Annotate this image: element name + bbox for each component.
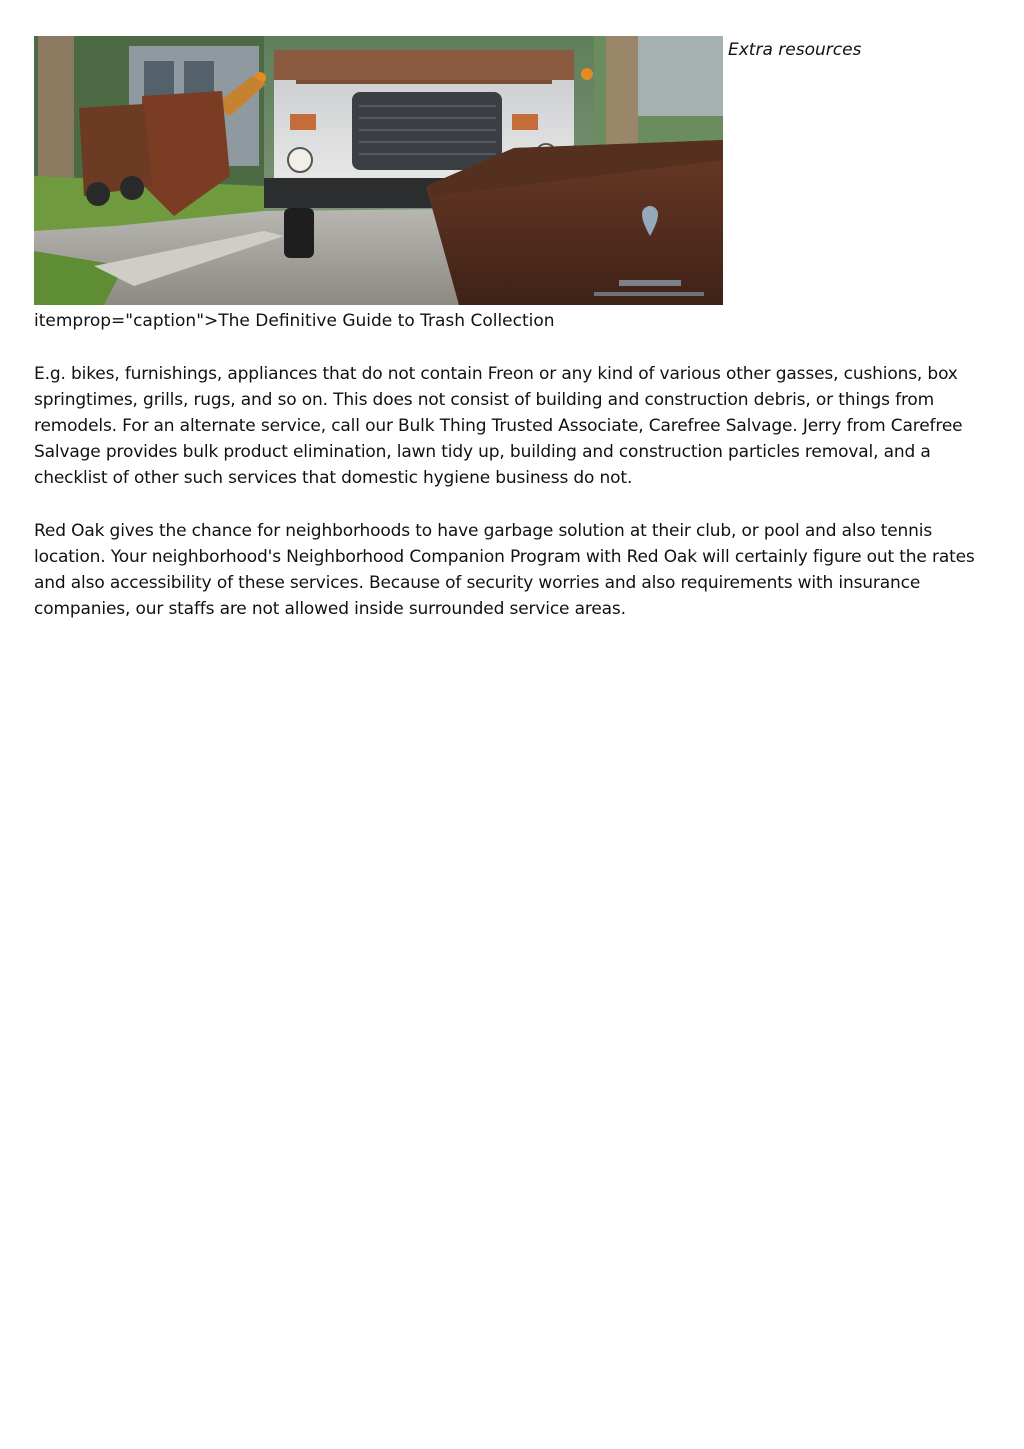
figure-caption: itemprop="caption">The Definitive Guide to Trash Collection <box>34 311 555 331</box>
side-note: Extra resources <box>728 40 862 60</box>
figure <box>34 36 990 305</box>
garbage-truck-photo <box>34 36 723 305</box>
paragraph-bulk-items: E.g. bikes, furnishings, appliances that do not contain Freon or any kind of various other gasses, cushions, box springtimes, grills, rugs, and so on. This does not consist of building and construction debris, or things from remodels. For an alternate service, call our Bulk Thing Trusted Associate, Carefree Salvage. Jerry from Carefree Salvage provides bulk product elimination, lawn tidy up, building and construction particles removal, and a checklist of other such services that domestic hygiene business do not. <box>34 364 963 488</box>
paragraph-neighborhood-service: Red Oak gives the chance for neighborhoods to have garbage solution at their club, or pool and also tennis location. Your neighborhood's Neighborhood Companion Program with Red Oak will certainly figure out the rates and also accessibility of these services. Because of security worries and also requirements with insurance companies, our staffs are not allowed inside surrounded service areas. <box>34 521 975 619</box>
article <box>34 36 990 622</box>
